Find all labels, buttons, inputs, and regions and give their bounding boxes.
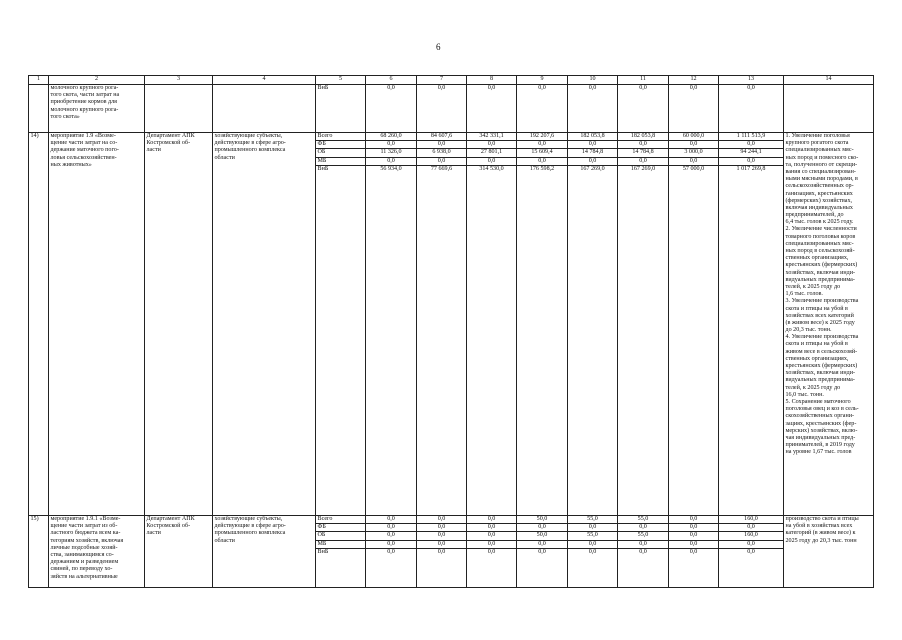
text-line: скота и птицы на убой в [785,305,848,312]
column-number: 14 [784,76,874,85]
value-cell [417,133,467,516]
text-line: молочного крупного рога- [50,85,119,91]
text-line: крупного рогатого скота [785,140,849,147]
text-line: действующие в сфере агро- [214,523,286,530]
amount: 0,0 [719,141,783,149]
value-cell [517,133,568,516]
row-measure-1-9-1 [29,516,874,588]
text-line: 5. Сохранение маточного [785,398,851,405]
row-measure-1-9 [29,133,874,516]
amount: 0,0 [669,524,718,532]
text-line: хозяйствующие субъекты, [214,516,283,522]
text-line: сельскохозяйственных ор- [785,183,854,190]
amount: 14 784,8 [618,149,668,157]
row-number-cell: 14) [29,133,49,516]
amount: 0,0 [517,541,567,549]
column-number: 10 [568,76,618,85]
amount: 55,0 [568,516,617,524]
amount: 182 053,8 [568,133,617,141]
amount: 0,0 [467,141,516,149]
text-line: зяйств на альтернативные [50,573,118,580]
measure-name-cell [49,516,145,588]
text-line: зациях, крестьянских (фер- [785,420,857,427]
amount: 3 000,0 [669,149,718,157]
row-number-cell [29,85,49,133]
text-line: до 20,3 тыс. тонн. [785,327,832,334]
text-line: товарного поголовья коров [785,233,856,240]
text-line: МБ [316,158,365,166]
text-line: промышленного комплекса [214,147,286,154]
text-line: на уровне 1,67 тыс. голов [785,449,852,456]
executor-cell [145,516,213,588]
amount: 57 000,0 [682,165,705,172]
value-cell: 0,0 [568,85,618,133]
column-number: 8 [467,76,517,85]
text-line: чая индивидуальных пред- [785,434,856,441]
value-cell [517,516,568,588]
amount: 27 801,1 [467,149,516,157]
text-line: категорий (в живом весе) к [785,530,856,537]
text-line: держание маточного пого- [50,147,119,154]
measure-name-cell [49,133,145,516]
value-cell [366,516,417,588]
text-line: щение части затрат из об- [50,523,118,530]
text-line: МБ [316,541,365,549]
text-line: Всего [316,133,365,141]
value-cell [669,133,719,516]
column-number: 4 [213,76,316,85]
text-line: включая индивидуальных [785,204,853,211]
text-line: действующие в сфере агро- [214,140,286,147]
amount: 0,0 [366,541,416,549]
value-cell [568,133,618,516]
amount: 60 000,0 [669,133,718,141]
amount: 0,0 [366,158,416,166]
text-line: мероприятие 1.9.1 «Возме- [50,516,121,522]
text-line: щение части затрат на со- [50,140,118,147]
text-line: ных животных» [50,161,92,168]
amount: 0,0 [467,541,516,549]
text-line: ОБ [316,149,365,157]
text-line: Департамент АПК [146,133,195,139]
amount: 0,0 [669,541,718,549]
text-line: приобретение кормов для [50,99,117,106]
text-line: того скота, части затрат на [50,92,120,99]
amount: 1 111 513,9 [719,133,783,141]
text-line: предпринимателей, до [785,212,844,219]
text-line: специализированных мяс- [785,240,854,247]
amount: 0,0 [719,541,783,549]
value-cell: 0,0 [417,85,467,133]
amount: 160,0 [719,516,783,524]
text-line: видуальных предпринима- [785,377,855,384]
amount: 0,0 [366,141,416,149]
text-line: ласти [146,147,161,154]
amount: 0,0 [689,548,698,555]
value-cell [467,133,517,516]
text-line: телей, к 2025 году до [785,384,841,391]
row-continuation [29,85,874,133]
value-cell [568,516,618,588]
measure-name-cell [49,85,145,133]
amount: 0,0 [517,524,567,532]
amount: 314 530,0 [479,165,504,172]
value-cell: 0,0 [719,85,784,133]
column-number: 1 [29,76,49,85]
value-cell: 0,0 [618,85,669,133]
text-line: того скота» [50,113,80,120]
amount: 0,0 [669,141,718,149]
value-cell: 0,0 [467,85,517,133]
column-number: 3 [145,76,213,85]
text-line: свиней, по переводу хо- [50,566,113,573]
measures-table [28,75,874,588]
amount: 0,0 [467,158,516,166]
amount: 0,0 [517,141,567,149]
value-cell: 0,0 [517,85,568,133]
amount: 0,0 [417,532,466,540]
amount: 0,0 [517,158,567,166]
text-line: поголовья овец и коз в сель- [785,406,859,413]
text-line: 4. Увеличение производства [785,334,859,341]
text-line: скота и птицы на убой в [785,341,848,348]
text-line: та, полученного от скрещи- [785,161,858,168]
amount: 0,0 [366,532,416,540]
text-line: ственных организациях, [785,255,849,262]
text-line: держанием и разведением [50,559,119,566]
amount: 0,0 [366,524,416,532]
text-line: (фермерских) хозяйствах, [785,197,853,204]
amount: 94 244,1 [719,149,783,157]
value-cell [467,516,517,588]
amount: 342 331,1 [467,133,516,141]
text-line: 2025 году до 20,3 тыс. тонн [785,537,857,544]
amount: 176 598,2 [529,165,555,172]
amount: 0,0 [417,541,466,549]
amount: 0,0 [366,516,416,524]
amount: 0,0 [669,516,718,524]
amount: 192 207,6 [517,133,567,141]
text-line: живом весе в сельскохозяй- [785,348,858,355]
text-line: Костромской об- [146,523,191,530]
text-line: вания со специализирован- [785,168,856,175]
text-line: ганизациях, крестьянских [785,190,853,197]
amount: 0,0 [417,158,466,166]
participants-cell [213,516,316,588]
column-number: 11 [618,76,669,85]
funding-source-cell: ВнБ [316,85,366,133]
text-line: ФБ [316,524,365,532]
text-line: ластного бюджета всем ка- [50,530,121,537]
text-line: Всего [316,516,365,524]
amount: 0,0 [467,532,516,540]
text-line: мерских) хозяйствах, вклю- [785,427,858,434]
text-line: 2. Увеличение численности [785,226,857,233]
amount: 0,0 [719,158,783,166]
text-line: ственных организациях, [785,355,849,362]
text-line: промышленного комплекса [214,530,286,537]
amount: 0,0 [417,516,466,524]
text-line: телей, к 2025 году до [785,283,841,290]
amount: 56 934,0 [380,165,402,172]
participants-cell [213,133,316,516]
column-number: 7 [417,76,467,85]
amount: 0,0 [669,532,718,540]
column-number: 2 [49,76,145,85]
result-cell [784,133,874,516]
text-line: 1. Увеличение поголовья [785,133,850,139]
amount: 0,0 [747,548,755,555]
text-line: Костромской об- [146,140,191,147]
text-line: 6,4 тыс. голов к 2025 году. [785,219,854,226]
amount: 0,0 [639,548,647,555]
amount: 55,0 [568,532,617,540]
amount: 0,0 [588,548,597,555]
text-line: скохозяйственных органи- [785,413,855,420]
amount: 14 784,8 [568,149,617,157]
text-line: хозяйствах, включая инди- [785,370,856,377]
text-line: ОБ [316,532,365,540]
text-line: 1,6 тыс. голов. [785,291,823,298]
column-number: 5 [316,76,366,85]
text-line: 3. Увеличение производства [785,298,859,305]
text-line: хозяйствующие субъекты, [214,133,283,139]
text-line: тегориям хозяйств, включая [50,537,124,544]
amount: 182 053,8 [618,133,668,141]
column-number: 12 [669,76,719,85]
amount: 0,0 [568,524,617,532]
amount: 0,0 [417,141,466,149]
text-line: видуальных предпринима- [785,276,855,283]
amount: 77 669,6 [430,165,453,172]
amount: 0,0 [437,548,446,555]
text-line: ными мясными породами, в [785,176,858,183]
text-line: ФБ [316,141,365,149]
value-cell [417,516,467,588]
amount: 0,0 [568,158,617,166]
text-line: ловья сельскохозяйствен- [50,154,117,161]
participants-cell [213,85,316,133]
text-line: крестьянских (фермерских) [785,363,858,369]
value-cell [719,516,784,588]
column-number: 13 [719,76,784,85]
value-cell [618,516,669,588]
text-line: принимателей, в 2019 году [785,442,855,449]
value-cell [618,133,669,516]
text-line: ства, занимающимся со- [50,551,114,558]
text-line: ных пород в сельскохозяй- [785,248,855,254]
amount: 55,0 [618,532,668,540]
text-line: крестьянских (фермерских) [785,262,858,269]
amount: 6 938,0 [417,149,466,157]
text-line: ВнБ [317,165,329,172]
text-line: на убой в хозяйствах всех [785,523,853,530]
amount: 0,0 [618,158,668,166]
amount: 0,0 [487,548,496,555]
text-line: хозяйствах всех категорий [785,312,854,319]
amount: 0,0 [467,524,516,532]
amount: 0,0 [538,548,546,555]
text-line: области [214,537,235,544]
value-cell [669,516,719,588]
amount: 0,0 [719,524,783,532]
amount: 167 269,0 [580,165,605,172]
funding-source-cell [316,133,366,516]
executor-cell [145,85,213,133]
amount: 55,0 [618,516,668,524]
amount: 0,0 [467,516,516,524]
amount: 0,0 [568,141,617,149]
result-cell [784,516,874,588]
text-line: области [214,154,235,161]
text-line: (в живом весе) к 2025 году [785,319,855,326]
page-number: 6 [436,42,441,52]
amount: 50,0 [517,516,567,524]
amount: 0,0 [669,158,718,166]
amount: 0,0 [618,141,668,149]
amount: 0,0 [417,524,466,532]
text-line: Департамент АПК [146,516,195,522]
row-number-cell: 15) [29,516,49,588]
executor-cell [145,133,213,516]
value-cell: 0,0 [366,85,417,133]
result-cell [784,85,874,133]
text-line: мероприятие 1.9 «Возме- [50,133,116,139]
amount: 1 017 269,8 [736,165,766,172]
amount: 167 269,0 [630,165,656,172]
text-line: 16,0 тыс. тонн. [785,391,824,398]
value-cell [719,133,784,516]
amount: 50,0 [517,532,567,540]
value-cell [366,133,417,516]
amount: 15 609,4 [517,149,567,157]
amount: 0,0 [618,524,668,532]
text-line: производство скота и птицы [785,516,859,522]
header-row [29,76,874,85]
column-number: 6 [366,76,417,85]
amount: 160,0 [719,532,783,540]
text-line: ВнБ [317,548,329,555]
text-line: специализированных мяс- [785,147,854,154]
column-number: 9 [517,76,568,85]
amount: 84 607,6 [417,133,466,141]
amount: 0,0 [387,548,395,555]
text-line: молочного крупного рога- [50,106,119,113]
text-line: личные подсобные хозяй- [50,544,118,551]
amount: 11 326,0 [366,149,416,157]
amount: 68 260,0 [366,133,416,141]
value-cell: 0,0 [669,85,719,133]
amount: 0,0 [618,541,668,549]
text-line: хозяйствах, включая инди- [785,269,856,276]
text-line: ласти [146,530,161,537]
text-line: ных пород и помесного ско- [785,154,859,161]
amount: 0,0 [568,541,617,549]
funding-source-cell [316,516,366,588]
